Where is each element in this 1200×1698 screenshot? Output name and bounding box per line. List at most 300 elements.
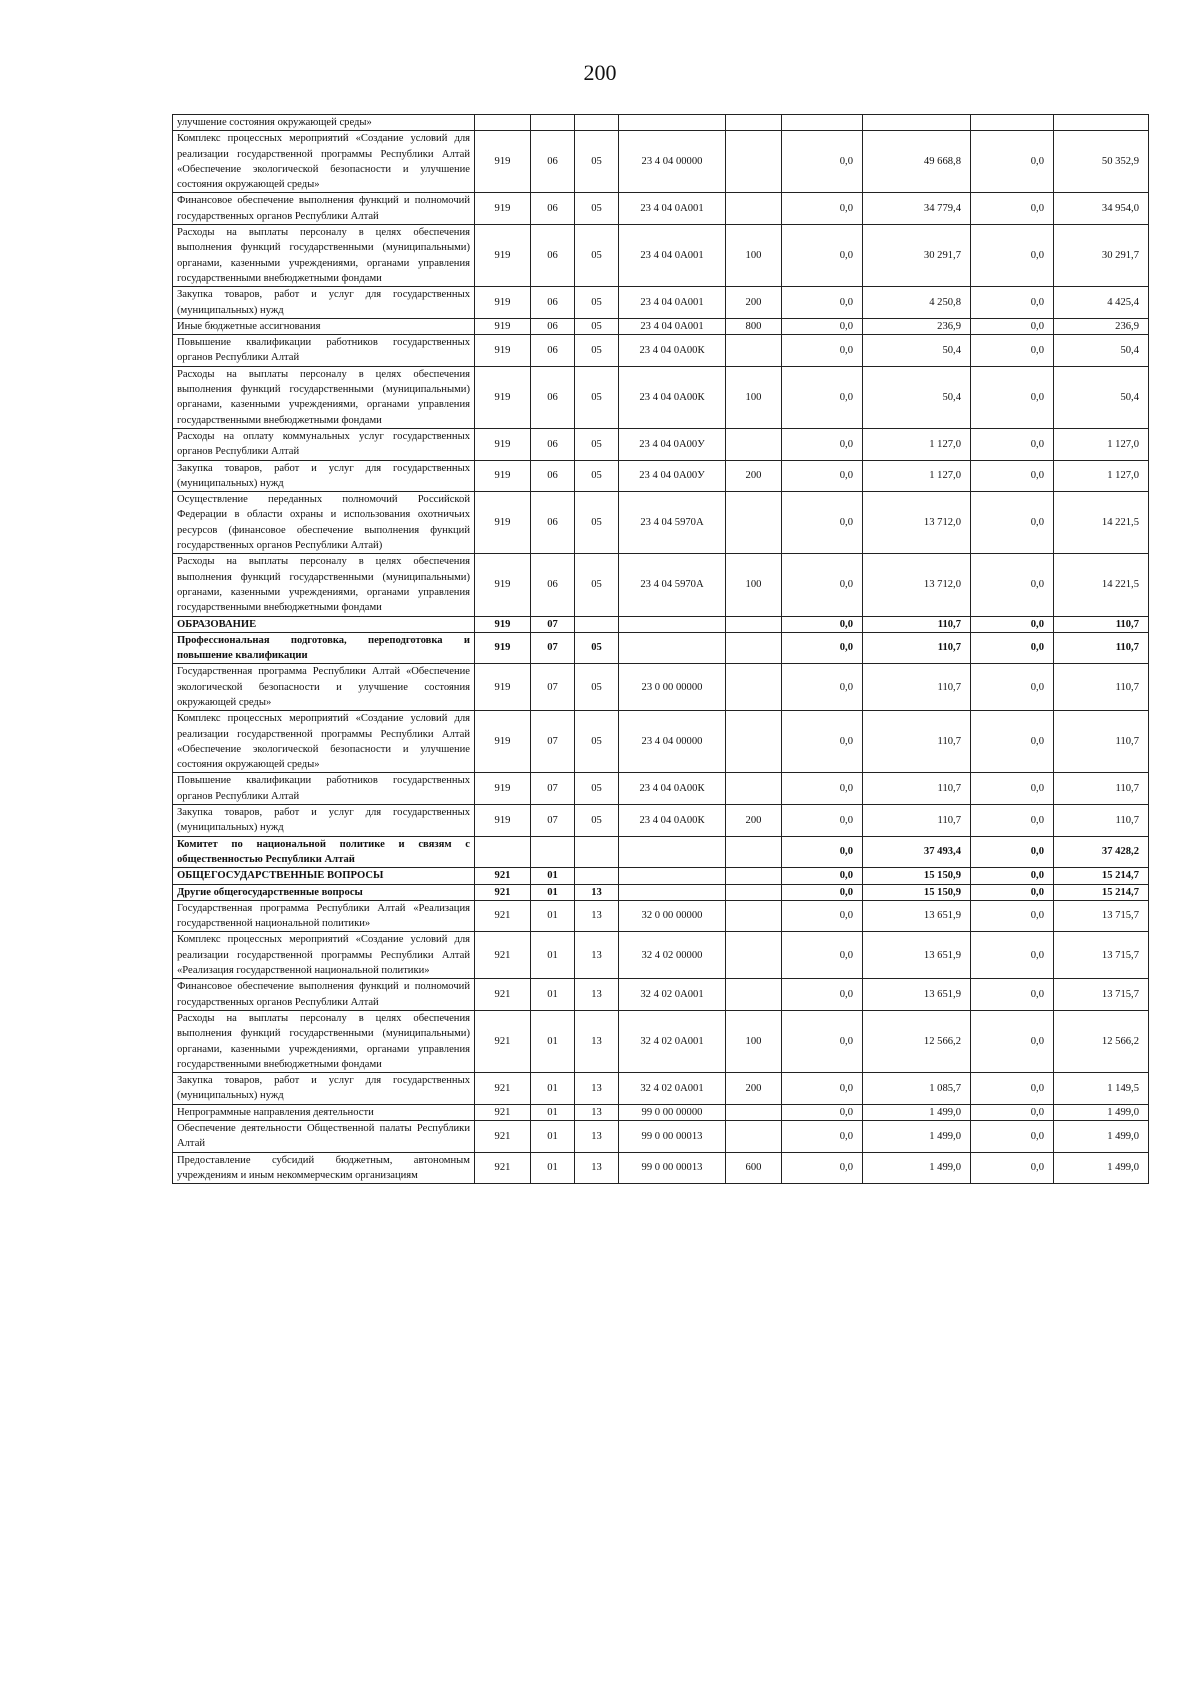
cell-amount-1: 0,0 — [782, 287, 863, 319]
cell-amount-1: 0,0 — [782, 335, 863, 367]
cell-amount-4: 30 291,7 — [1054, 225, 1149, 287]
cell-amount-3: 0,0 — [971, 900, 1054, 932]
cell-amount-1: 0,0 — [782, 1073, 863, 1105]
cell-amount-3: 0,0 — [971, 131, 1054, 193]
cell-section: 01 — [531, 932, 575, 979]
cell-amount-4: 1 127,0 — [1054, 428, 1149, 460]
table-row — [173, 115, 1149, 131]
cell-amount-2: 50,4 — [863, 335, 971, 367]
cell-target-article: 32 4 02 0А001 — [619, 979, 726, 1011]
cell-amount-2: 1 499,0 — [863, 1152, 971, 1184]
cell-subsection: 05 — [575, 711, 619, 773]
cell-expense-type — [726, 616, 782, 632]
cell-section: 06 — [531, 225, 575, 287]
cell-target-article: 99 0 00 00000 — [619, 1104, 726, 1120]
cell-amount-4: 1 499,0 — [1054, 1152, 1149, 1184]
cell-section: 07 — [531, 773, 575, 805]
cell-amount-3: 0,0 — [971, 805, 1054, 837]
cell-expense-type — [726, 836, 782, 868]
cell-amount-1: 0,0 — [782, 1010, 863, 1072]
cell-section: 01 — [531, 884, 575, 900]
table-row — [173, 318, 1149, 334]
cell-amount-3: 0,0 — [971, 1121, 1054, 1153]
cell-ministry-code: 919 — [475, 287, 531, 319]
cell-amount-2: 13 651,9 — [863, 900, 971, 932]
cell-amount-3: 0,0 — [971, 1152, 1054, 1184]
cell-amount-3: 0,0 — [971, 1010, 1054, 1072]
cell-target-article: 23 4 04 0А001 — [619, 225, 726, 287]
cell-amount-2: 1 499,0 — [863, 1104, 971, 1120]
cell-amount-1: 0,0 — [782, 366, 863, 428]
cell-amount-1: 0,0 — [782, 884, 863, 900]
cell-amount-2: 30 291,7 — [863, 225, 971, 287]
cell-expense-type — [726, 131, 782, 193]
table-row — [173, 884, 1149, 900]
table-row — [173, 773, 1149, 805]
cell-amount-2: 1 127,0 — [863, 428, 971, 460]
cell-section: 06 — [531, 492, 575, 554]
cell-amount-4: 50 352,9 — [1054, 131, 1149, 193]
table-row — [173, 1104, 1149, 1120]
cell-ministry-code: 921 — [475, 900, 531, 932]
cell-name: Финансовое обеспечение выполнения функций и полномочий государственных органов Республики Алтай — [173, 193, 475, 225]
cell-amount-3: 0,0 — [971, 616, 1054, 632]
cell-name: Комплекс процессных мероприятий «Создание условий для реализации государственной программы Республики Алтай «Обеспечение экологической безопасности и улучшение состояния окружающей среды» — [173, 711, 475, 773]
cell-section: 07 — [531, 616, 575, 632]
cell-ministry-code: 919 — [475, 773, 531, 805]
cell-amount-2: 236,9 — [863, 318, 971, 334]
cell-subsection: 05 — [575, 428, 619, 460]
cell-expense-type: 200 — [726, 1073, 782, 1105]
cell-ministry-code — [475, 115, 531, 131]
cell-target-article: 23 4 04 00000 — [619, 131, 726, 193]
cell-amount-4: 15 214,7 — [1054, 868, 1149, 884]
cell-amount-3: 0,0 — [971, 868, 1054, 884]
page-number: 200 — [583, 60, 617, 85]
cell-amount-1: 0,0 — [782, 554, 863, 616]
cell-amount-1: 0,0 — [782, 664, 863, 711]
cell-amount-1: 0,0 — [782, 632, 863, 664]
cell-amount-2: 13 712,0 — [863, 554, 971, 616]
cell-ministry-code: 921 — [475, 1121, 531, 1153]
cell-ministry-code: 919 — [475, 318, 531, 334]
cell-name: Комплекс процессных мероприятий «Создание условий для реализации государственной программы Республики Алтай «Реализация государственной национальной политики» — [173, 932, 475, 979]
cell-amount-4: 14 221,5 — [1054, 492, 1149, 554]
cell-ministry-code: 921 — [475, 1104, 531, 1120]
cell-section: 06 — [531, 428, 575, 460]
cell-subsection: 05 — [575, 664, 619, 711]
cell-amount-4: 110,7 — [1054, 805, 1149, 837]
cell-amount-3: 0,0 — [971, 193, 1054, 225]
cell-target-article — [619, 868, 726, 884]
cell-amount-2: 110,7 — [863, 616, 971, 632]
cell-amount-2 — [863, 115, 971, 131]
cell-amount-3: 0,0 — [971, 1104, 1054, 1120]
table-row — [173, 664, 1149, 711]
cell-ministry-code: 919 — [475, 492, 531, 554]
cell-subsection: 05 — [575, 805, 619, 837]
cell-section: 01 — [531, 1104, 575, 1120]
table-row — [173, 632, 1149, 664]
cell-target-article: 23 4 04 0А00К — [619, 335, 726, 367]
table-body — [173, 115, 1149, 1184]
cell-section: 01 — [531, 1073, 575, 1105]
table-row — [173, 335, 1149, 367]
cell-expense-type — [726, 428, 782, 460]
cell-name: Комитет по национальной политике и связям с общественностью Республики Алтай — [173, 836, 475, 868]
cell-amount-4: 236,9 — [1054, 318, 1149, 334]
cell-section: 01 — [531, 900, 575, 932]
cell-name: Профессиональная подготовка, переподготовка и повышение квалификации — [173, 632, 475, 664]
cell-ministry-code: 919 — [475, 366, 531, 428]
cell-amount-1: 0,0 — [782, 1121, 863, 1153]
cell-amount-1: 0,0 — [782, 193, 863, 225]
cell-amount-1: 0,0 — [782, 616, 863, 632]
cell-expense-type — [726, 335, 782, 367]
cell-section: 01 — [531, 1010, 575, 1072]
cell-name: Комплекс процессных мероприятий «Создание условий для реализации государственной программы Республики Алтай «Обеспечение экологической безопасности и улучшение состояния окружающей среды» — [173, 131, 475, 193]
table-row — [173, 460, 1149, 492]
table-row — [173, 366, 1149, 428]
cell-ministry-code: 921 — [475, 932, 531, 979]
cell-name: Иные бюджетные ассигнования — [173, 318, 475, 334]
cell-subsection: 05 — [575, 554, 619, 616]
cell-subsection: 13 — [575, 932, 619, 979]
cell-amount-3: 0,0 — [971, 711, 1054, 773]
cell-amount-2: 1 127,0 — [863, 460, 971, 492]
cell-name: Непрограммные направления деятельности — [173, 1104, 475, 1120]
cell-subsection: 05 — [575, 225, 619, 287]
cell-expense-type: 600 — [726, 1152, 782, 1184]
cell-subsection — [575, 868, 619, 884]
cell-expense-type — [726, 632, 782, 664]
cell-amount-1: 0,0 — [782, 318, 863, 334]
cell-ministry-code: 919 — [475, 225, 531, 287]
cell-amount-3: 0,0 — [971, 554, 1054, 616]
cell-name: Расходы на оплату коммунальных услуг государственных органов Республики Алтай — [173, 428, 475, 460]
cell-subsection: 13 — [575, 1104, 619, 1120]
cell-target-article: 23 4 04 5970А — [619, 492, 726, 554]
cell-subsection: 05 — [575, 632, 619, 664]
cell-name: Предоставление субсидий бюджетным, автономным учреждениям и иным некоммерческим организациям — [173, 1152, 475, 1184]
cell-ministry-code: 919 — [475, 193, 531, 225]
table-row — [173, 1010, 1149, 1072]
cell-amount-2: 110,7 — [863, 632, 971, 664]
cell-amount-4: 110,7 — [1054, 632, 1149, 664]
cell-amount-3: 0,0 — [971, 1073, 1054, 1105]
cell-expense-type — [726, 1121, 782, 1153]
cell-section: 06 — [531, 318, 575, 334]
cell-amount-2: 15 150,9 — [863, 884, 971, 900]
cell-amount-4: 34 954,0 — [1054, 193, 1149, 225]
cell-section: 07 — [531, 664, 575, 711]
cell-amount-1: 0,0 — [782, 1104, 863, 1120]
cell-name: Повышение квалификации работников государственных органов Республики Алтай — [173, 773, 475, 805]
cell-subsection — [575, 836, 619, 868]
cell-expense-type — [726, 868, 782, 884]
cell-name: Расходы на выплаты персоналу в целях обеспечения выполнения функций государственными (муниципальными) органами, казенными учреждениями, органами управления государственными внебюджетными фондами — [173, 366, 475, 428]
cell-amount-4: 110,7 — [1054, 664, 1149, 711]
cell-subsection: 05 — [575, 366, 619, 428]
cell-target-article: 32 4 02 00000 — [619, 932, 726, 979]
cell-name: Обеспечение деятельности Общественной палаты Республики Алтай — [173, 1121, 475, 1153]
cell-name: ОБЩЕГОСУДАРСТВЕННЫЕ ВОПРОСЫ — [173, 868, 475, 884]
cell-section: 06 — [531, 554, 575, 616]
cell-amount-3: 0,0 — [971, 225, 1054, 287]
cell-target-article: 99 0 00 00013 — [619, 1121, 726, 1153]
cell-name: Закупка товаров, работ и услуг для государственных (муниципальных) нужд — [173, 1073, 475, 1105]
cell-subsection: 05 — [575, 318, 619, 334]
cell-section: 06 — [531, 460, 575, 492]
cell-target-article: 23 4 04 0А00У — [619, 460, 726, 492]
cell-target-article — [619, 884, 726, 900]
cell-expense-type — [726, 900, 782, 932]
cell-amount-2: 1 085,7 — [863, 1073, 971, 1105]
cell-amount-1: 0,0 — [782, 460, 863, 492]
table-row — [173, 711, 1149, 773]
cell-name: Закупка товаров, работ и услуг для государственных (муниципальных) нужд — [173, 805, 475, 837]
cell-amount-4: 1 499,0 — [1054, 1104, 1149, 1120]
cell-section: 06 — [531, 131, 575, 193]
cell-expense-type: 100 — [726, 225, 782, 287]
cell-target-article: 32 0 00 00000 — [619, 900, 726, 932]
cell-expense-type — [726, 932, 782, 979]
cell-amount-1 — [782, 115, 863, 131]
cell-name: Государственная программа Республики Алтай «Реализация государственной национальной политики» — [173, 900, 475, 932]
cell-amount-2: 13 651,9 — [863, 979, 971, 1011]
cell-amount-4: 13 715,7 — [1054, 900, 1149, 932]
cell-section: 01 — [531, 1121, 575, 1153]
cell-amount-1: 0,0 — [782, 805, 863, 837]
cell-target-article: 32 4 02 0А001 — [619, 1010, 726, 1072]
cell-target-article: 23 4 04 0А001 — [619, 193, 726, 225]
cell-amount-2: 13 712,0 — [863, 492, 971, 554]
cell-section: 06 — [531, 287, 575, 319]
cell-amount-1: 0,0 — [782, 428, 863, 460]
cell-amount-4: 110,7 — [1054, 616, 1149, 632]
cell-expense-type — [726, 1104, 782, 1120]
cell-amount-2: 110,7 — [863, 805, 971, 837]
cell-expense-type: 100 — [726, 554, 782, 616]
table-row — [173, 554, 1149, 616]
cell-amount-1: 0,0 — [782, 1152, 863, 1184]
cell-section: 01 — [531, 979, 575, 1011]
table-row — [173, 900, 1149, 932]
cell-subsection: 13 — [575, 979, 619, 1011]
cell-amount-3: 0,0 — [971, 773, 1054, 805]
cell-amount-3: 0,0 — [971, 932, 1054, 979]
cell-target-article: 23 4 04 0А001 — [619, 318, 726, 334]
cell-amount-1: 0,0 — [782, 836, 863, 868]
cell-amount-2: 110,7 — [863, 664, 971, 711]
cell-target-article — [619, 616, 726, 632]
cell-amount-3: 0,0 — [971, 428, 1054, 460]
table-row — [173, 616, 1149, 632]
cell-amount-4: 1 127,0 — [1054, 460, 1149, 492]
cell-expense-type: 800 — [726, 318, 782, 334]
cell-ministry-code: 919 — [475, 460, 531, 492]
cell-amount-1: 0,0 — [782, 773, 863, 805]
cell-subsection: 05 — [575, 773, 619, 805]
cell-section: 06 — [531, 193, 575, 225]
cell-amount-1: 0,0 — [782, 868, 863, 884]
cell-amount-3: 0,0 — [971, 318, 1054, 334]
cell-amount-4: 14 221,5 — [1054, 554, 1149, 616]
cell-expense-type — [726, 773, 782, 805]
cell-target-article — [619, 115, 726, 131]
cell-amount-3: 0,0 — [971, 366, 1054, 428]
cell-section: 07 — [531, 632, 575, 664]
cell-subsection: 13 — [575, 884, 619, 900]
cell-name: Закупка товаров, работ и услуг для государственных (муниципальных) нужд — [173, 460, 475, 492]
cell-amount-4: 50,4 — [1054, 366, 1149, 428]
cell-target-article: 23 4 04 5970А — [619, 554, 726, 616]
cell-amount-2: 1 499,0 — [863, 1121, 971, 1153]
cell-target-article: 32 4 02 0А001 — [619, 1073, 726, 1105]
cell-expense-type — [726, 711, 782, 773]
cell-name: Государственная программа Республики Алтай «Обеспечение экологической безопасности и улучшение состояния окружающей среды» — [173, 664, 475, 711]
cell-amount-4: 110,7 — [1054, 773, 1149, 805]
cell-ministry-code: 921 — [475, 868, 531, 884]
cell-target-article — [619, 632, 726, 664]
table-row — [173, 131, 1149, 193]
cell-ministry-code: 921 — [475, 979, 531, 1011]
cell-amount-4: 13 715,7 — [1054, 979, 1149, 1011]
cell-expense-type: 200 — [726, 460, 782, 492]
cell-subsection: 05 — [575, 131, 619, 193]
table-row — [173, 1073, 1149, 1105]
cell-ministry-code: 921 — [475, 884, 531, 900]
cell-subsection: 13 — [575, 1121, 619, 1153]
budget-table — [172, 114, 1149, 1184]
cell-expense-type — [726, 884, 782, 900]
cell-amount-1: 0,0 — [782, 979, 863, 1011]
cell-amount-4: 12 566,2 — [1054, 1010, 1149, 1072]
cell-name: Осуществление переданных полномочий Российской Федерации в области охраны и использования охотничьих ресурсов (финансовое обеспечение выполнения функций государственных органов Республики Алтай) — [173, 492, 475, 554]
cell-amount-4: 4 425,4 — [1054, 287, 1149, 319]
cell-amount-2: 37 493,4 — [863, 836, 971, 868]
cell-amount-3: 0,0 — [971, 979, 1054, 1011]
cell-subsection: 05 — [575, 335, 619, 367]
cell-section — [531, 836, 575, 868]
cell-name: улучшение состояния окружающей среды» — [173, 115, 475, 131]
cell-amount-3: 0,0 — [971, 632, 1054, 664]
cell-amount-2: 110,7 — [863, 773, 971, 805]
cell-target-article: 23 4 04 0А00К — [619, 805, 726, 837]
cell-name: Финансовое обеспечение выполнения функций и полномочий государственных органов Республики Алтай — [173, 979, 475, 1011]
cell-ministry-code: 919 — [475, 632, 531, 664]
table-row — [173, 868, 1149, 884]
cell-amount-2: 4 250,8 — [863, 287, 971, 319]
cell-subsection: 05 — [575, 287, 619, 319]
cell-section: 01 — [531, 1152, 575, 1184]
cell-expense-type — [726, 115, 782, 131]
cell-subsection: 05 — [575, 492, 619, 554]
cell-section — [531, 115, 575, 131]
table-row — [173, 979, 1149, 1011]
cell-name: Расходы на выплаты персоналу в целях обеспечения выполнения функций государственными (муниципальными) органами, казенными учреждениями, органами управления государственными внебюджетными фондами — [173, 225, 475, 287]
table-row — [173, 1152, 1149, 1184]
cell-ministry-code: 919 — [475, 664, 531, 711]
cell-amount-2: 34 779,4 — [863, 193, 971, 225]
cell-amount-4: 50,4 — [1054, 335, 1149, 367]
cell-ministry-code: 919 — [475, 711, 531, 773]
cell-amount-1: 0,0 — [782, 492, 863, 554]
cell-expense-type — [726, 193, 782, 225]
cell-amount-4: 37 428,2 — [1054, 836, 1149, 868]
cell-subsection: 13 — [575, 1010, 619, 1072]
cell-ministry-code: 919 — [475, 335, 531, 367]
cell-expense-type: 200 — [726, 805, 782, 837]
cell-amount-2: 13 651,9 — [863, 932, 971, 979]
cell-amount-3: 0,0 — [971, 335, 1054, 367]
cell-name: Другие общегосударственные вопросы — [173, 884, 475, 900]
cell-expense-type: 100 — [726, 1010, 782, 1072]
cell-ministry-code: 919 — [475, 554, 531, 616]
cell-name: Повышение квалификации работников государственных органов Республики Алтай — [173, 335, 475, 367]
cell-subsection — [575, 616, 619, 632]
cell-amount-4: 15 214,7 — [1054, 884, 1149, 900]
cell-amount-2: 15 150,9 — [863, 868, 971, 884]
cell-amount-3: 0,0 — [971, 287, 1054, 319]
cell-expense-type — [726, 664, 782, 711]
cell-expense-type — [726, 979, 782, 1011]
cell-amount-4: 1 149,5 — [1054, 1073, 1149, 1105]
table-row — [173, 805, 1149, 837]
cell-section: 01 — [531, 868, 575, 884]
cell-target-article: 23 4 04 0А00К — [619, 773, 726, 805]
cell-amount-4 — [1054, 115, 1149, 131]
cell-ministry-code: 919 — [475, 616, 531, 632]
cell-amount-1: 0,0 — [782, 711, 863, 773]
cell-amount-3: 0,0 — [971, 836, 1054, 868]
cell-ministry-code — [475, 836, 531, 868]
cell-subsection: 05 — [575, 193, 619, 225]
cell-name: Расходы на выплаты персоналу в целях обеспечения выполнения функций государственными (муниципальными) органами, казенными учреждениями, органами управления государственными внебюджетными фондами — [173, 554, 475, 616]
table-row — [173, 287, 1149, 319]
cell-amount-3: 0,0 — [971, 460, 1054, 492]
cell-section: 06 — [531, 366, 575, 428]
table-row — [173, 193, 1149, 225]
cell-target-article: 23 4 04 0А00У — [619, 428, 726, 460]
cell-expense-type: 200 — [726, 287, 782, 319]
cell-amount-3: 0,0 — [971, 664, 1054, 711]
cell-amount-3: 0,0 — [971, 492, 1054, 554]
cell-ministry-code: 921 — [475, 1073, 531, 1105]
table-row — [173, 1121, 1149, 1153]
cell-target-article — [619, 836, 726, 868]
cell-amount-3: 0,0 — [971, 884, 1054, 900]
table-row — [173, 225, 1149, 287]
cell-amount-4: 110,7 — [1054, 711, 1149, 773]
cell-target-article: 23 0 00 00000 — [619, 664, 726, 711]
cell-name: ОБРАЗОВАНИЕ — [173, 616, 475, 632]
table-row — [173, 932, 1149, 979]
cell-name: Закупка товаров, работ и услуг для государственных (муниципальных) нужд — [173, 287, 475, 319]
cell-ministry-code: 921 — [475, 1010, 531, 1072]
cell-amount-1: 0,0 — [782, 131, 863, 193]
cell-amount-3 — [971, 115, 1054, 131]
table-row — [173, 492, 1149, 554]
table-row — [173, 836, 1149, 868]
cell-subsection: 05 — [575, 460, 619, 492]
cell-amount-1: 0,0 — [782, 900, 863, 932]
cell-target-article: 99 0 00 00013 — [619, 1152, 726, 1184]
cell-subsection — [575, 115, 619, 131]
cell-target-article: 23 4 04 00000 — [619, 711, 726, 773]
cell-name: Расходы на выплаты персоналу в целях обеспечения выполнения функций государственными (муниципальными) органами, казенными учреждениями, органами управления государственными внебюджетными фондами — [173, 1010, 475, 1072]
cell-subsection: 13 — [575, 1073, 619, 1105]
